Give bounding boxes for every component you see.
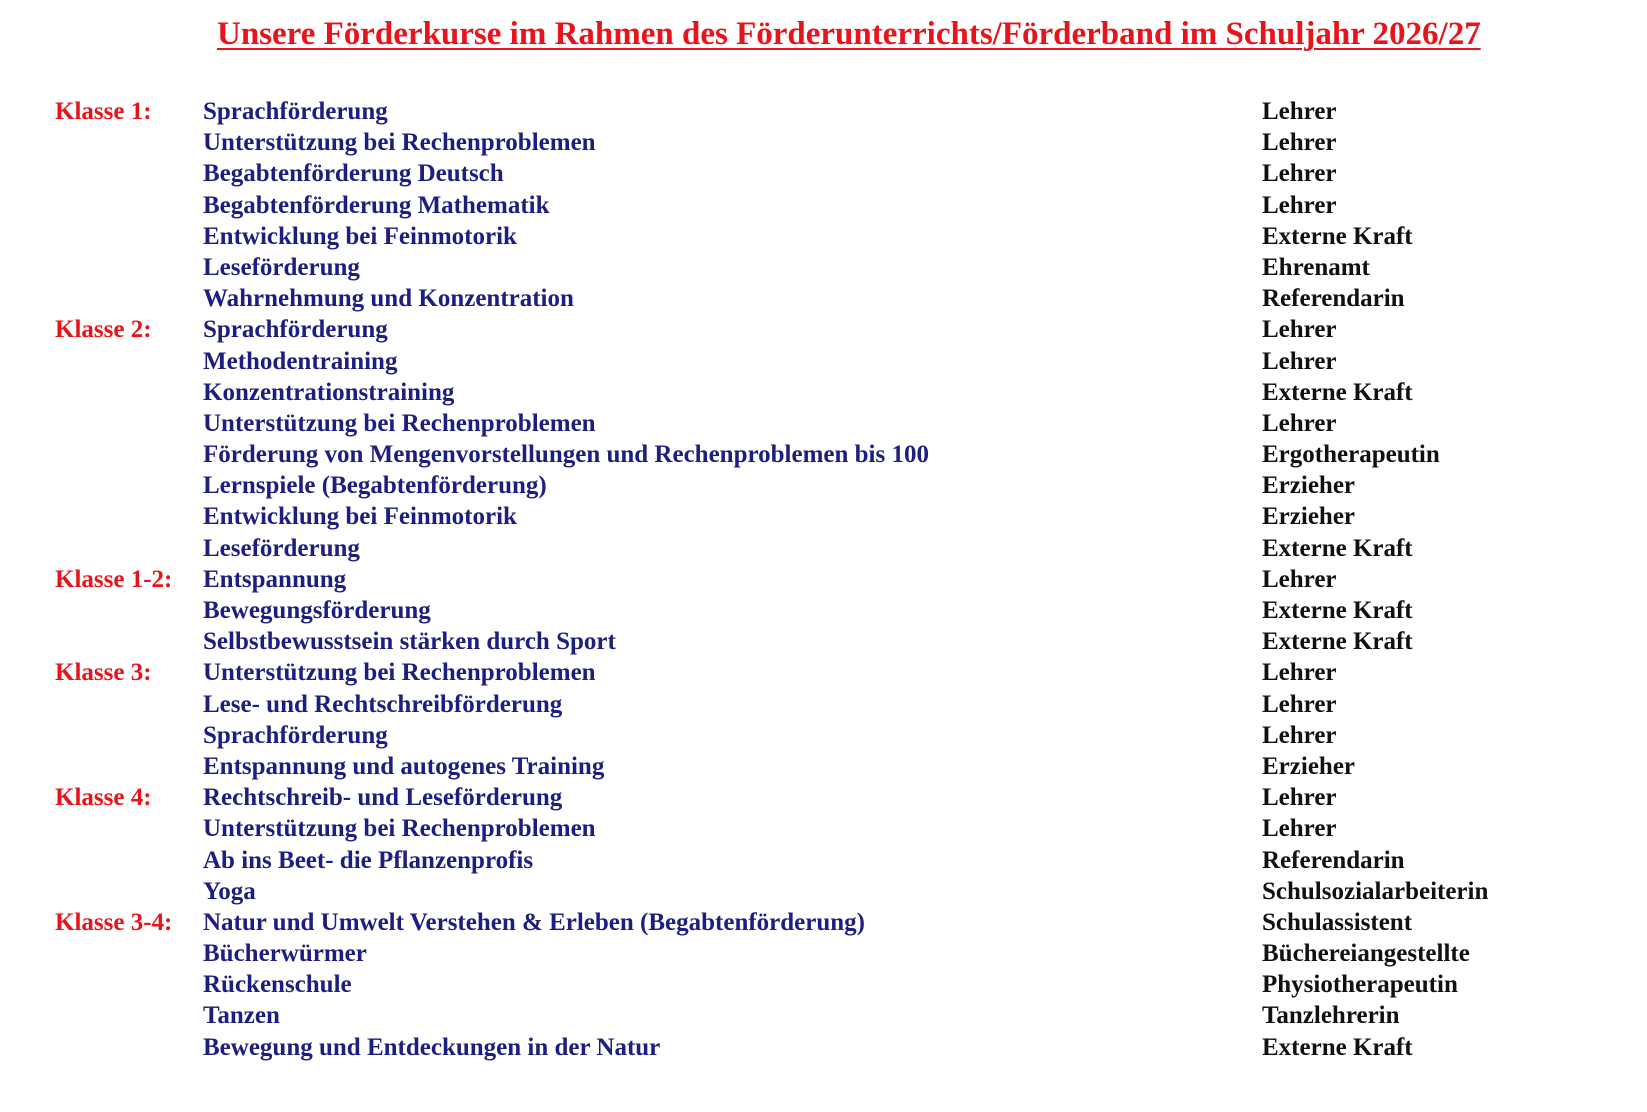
course-row bbox=[0, 1032, 1647, 1063]
course-row bbox=[0, 408, 1647, 439]
course-staff: Ergotherapeutin bbox=[1262, 441, 1440, 469]
course-name: Bewegungsförderung bbox=[203, 597, 431, 624]
course-staff: Lehrer bbox=[1262, 690, 1337, 718]
course-name: Tanzen bbox=[203, 1002, 280, 1030]
course-row bbox=[0, 813, 1647, 844]
course-staff: Ehrenamt bbox=[1262, 253, 1370, 281]
course-name: Konzentrationstraining bbox=[203, 378, 455, 406]
course-row bbox=[0, 595, 1647, 626]
course-staff: Lehrer bbox=[1262, 659, 1337, 687]
klasse-label: Klasse 1: bbox=[55, 98, 152, 125]
course-row bbox=[0, 346, 1647, 377]
course-name: Entwicklung bei Feinmotorik bbox=[203, 222, 517, 250]
course-staff: Büchereiangestellte bbox=[1262, 940, 1470, 968]
klasse-label: Klasse 4: bbox=[55, 784, 152, 812]
course-row bbox=[0, 377, 1647, 408]
course-name: Unterstützung bei Rechenproblemen bbox=[203, 129, 596, 157]
course-staff: Lehrer bbox=[1262, 815, 1337, 843]
course-row bbox=[0, 751, 1647, 782]
course-row bbox=[0, 190, 1647, 221]
course-row bbox=[0, 626, 1647, 657]
course-name: Leseförderung bbox=[203, 253, 360, 281]
course-name: Yoga bbox=[203, 877, 256, 905]
course-name: Ab ins Beet- die Pflanzenprofis bbox=[203, 846, 534, 874]
course-staff: Externe Kraft bbox=[1262, 628, 1413, 656]
course-name: Selbstbewusstsein stärken durch Sport bbox=[203, 628, 616, 656]
course-row bbox=[0, 720, 1647, 751]
course-row bbox=[0, 657, 1647, 688]
course-name: Unterstützung bei Rechenproblemen bbox=[203, 659, 596, 687]
course-staff: Physiotherapeutin bbox=[1262, 971, 1458, 999]
course-row bbox=[0, 283, 1647, 314]
course-staff: Schulassistent bbox=[1262, 908, 1413, 936]
course-name: Lernspiele (Begabtenförderung) bbox=[203, 472, 547, 500]
course-staff: Lehrer bbox=[1262, 565, 1337, 593]
course-name: Begabtenförderung Deutsch bbox=[203, 160, 504, 188]
course-staff: Erzieher bbox=[1262, 472, 1356, 500]
course-row bbox=[0, 221, 1647, 252]
course-name: Methodentraining bbox=[203, 347, 398, 375]
course-row bbox=[0, 96, 1647, 127]
course-staff: Externe Kraft bbox=[1262, 222, 1413, 250]
course-staff: Erzieher bbox=[1262, 752, 1356, 780]
course-staff: Lehrer bbox=[1262, 98, 1337, 125]
course-row bbox=[0, 907, 1647, 938]
klasse-label: Klasse 3: bbox=[55, 659, 152, 687]
course-staff: Lehrer bbox=[1262, 721, 1337, 749]
course-name: Entspannung und autogenes Training bbox=[203, 752, 605, 780]
course-staff: Externe Kraft bbox=[1262, 597, 1413, 624]
klasse-label: Klasse 1-2: bbox=[55, 565, 173, 593]
course-row bbox=[0, 938, 1647, 969]
course-name: Förderung von Mengenvorstellungen und Rechenproblemen bis 100 bbox=[203, 441, 929, 469]
course-name: Rechtschreib- und Leseförderung bbox=[203, 784, 563, 812]
course-staff: Externe Kraft bbox=[1262, 1033, 1413, 1061]
course-staff: Lehrer bbox=[1262, 784, 1337, 812]
course-row bbox=[0, 470, 1647, 501]
course-row bbox=[0, 314, 1647, 345]
course-name: Bücherwürmer bbox=[203, 940, 367, 968]
course-row bbox=[0, 969, 1647, 1000]
course-name: Entwicklung bei Feinmotorik bbox=[203, 503, 517, 531]
course-staff: Lehrer bbox=[1262, 409, 1337, 437]
course-name: Entspannung bbox=[203, 565, 347, 593]
course-staff: Schulsozialarbeiterin bbox=[1262, 877, 1489, 905]
course-row bbox=[0, 252, 1647, 283]
course-name: Unterstützung bei Rechenproblemen bbox=[203, 815, 596, 843]
course-row bbox=[0, 689, 1647, 720]
course-name: Natur und Umwelt Verstehen & Erleben (Begabtenförderung) bbox=[203, 908, 866, 936]
course-staff: Erzieher bbox=[1262, 503, 1356, 531]
course-staff: Lehrer bbox=[1262, 347, 1337, 375]
course-row bbox=[0, 564, 1647, 595]
course-staff: Lehrer bbox=[1262, 316, 1337, 344]
course-name: Begabtenförderung Mathematik bbox=[203, 191, 550, 219]
course-row bbox=[0, 501, 1647, 532]
course-row bbox=[0, 439, 1647, 470]
course-list bbox=[0, 96, 1647, 1063]
course-staff: Externe Kraft bbox=[1262, 534, 1413, 562]
klasse-label: Klasse 2: bbox=[55, 316, 152, 344]
course-row bbox=[0, 127, 1647, 158]
course-staff: Externe Kraft bbox=[1262, 378, 1413, 406]
course-name: Rückenschule bbox=[203, 971, 352, 999]
course-name: Bewegung und Entdeckungen in der Natur bbox=[203, 1033, 661, 1061]
course-row bbox=[0, 1000, 1647, 1031]
course-name: Wahrnehmung und Konzentration bbox=[203, 285, 574, 313]
course-row bbox=[0, 782, 1647, 813]
klasse-label: Klasse 3-4: bbox=[55, 908, 173, 936]
course-name: Sprachförderung bbox=[203, 721, 388, 749]
course-staff: Lehrer bbox=[1262, 191, 1337, 219]
course-staff: Lehrer bbox=[1262, 160, 1337, 188]
course-name: Sprachförderung bbox=[203, 98, 388, 125]
course-row bbox=[0, 876, 1647, 907]
course-staff: Lehrer bbox=[1262, 129, 1337, 157]
course-row bbox=[0, 158, 1647, 189]
course-staff: Referendarin bbox=[1262, 285, 1405, 313]
course-row bbox=[0, 845, 1647, 876]
page-title: Unsere Förderkurse im Rahmen des Förderunterrichts/Förderband im Schuljahr 2026/27 bbox=[217, 16, 1481, 52]
course-name: Leseförderung bbox=[203, 534, 360, 562]
course-row bbox=[0, 533, 1647, 564]
course-staff: Tanzlehrerin bbox=[1262, 1002, 1400, 1030]
course-name: Sprachförderung bbox=[203, 316, 388, 344]
course-name: Lese- und Rechtschreibförderung bbox=[203, 690, 563, 718]
course-name: Unterstützung bei Rechenproblemen bbox=[203, 409, 596, 437]
course-staff: Referendarin bbox=[1262, 846, 1405, 874]
